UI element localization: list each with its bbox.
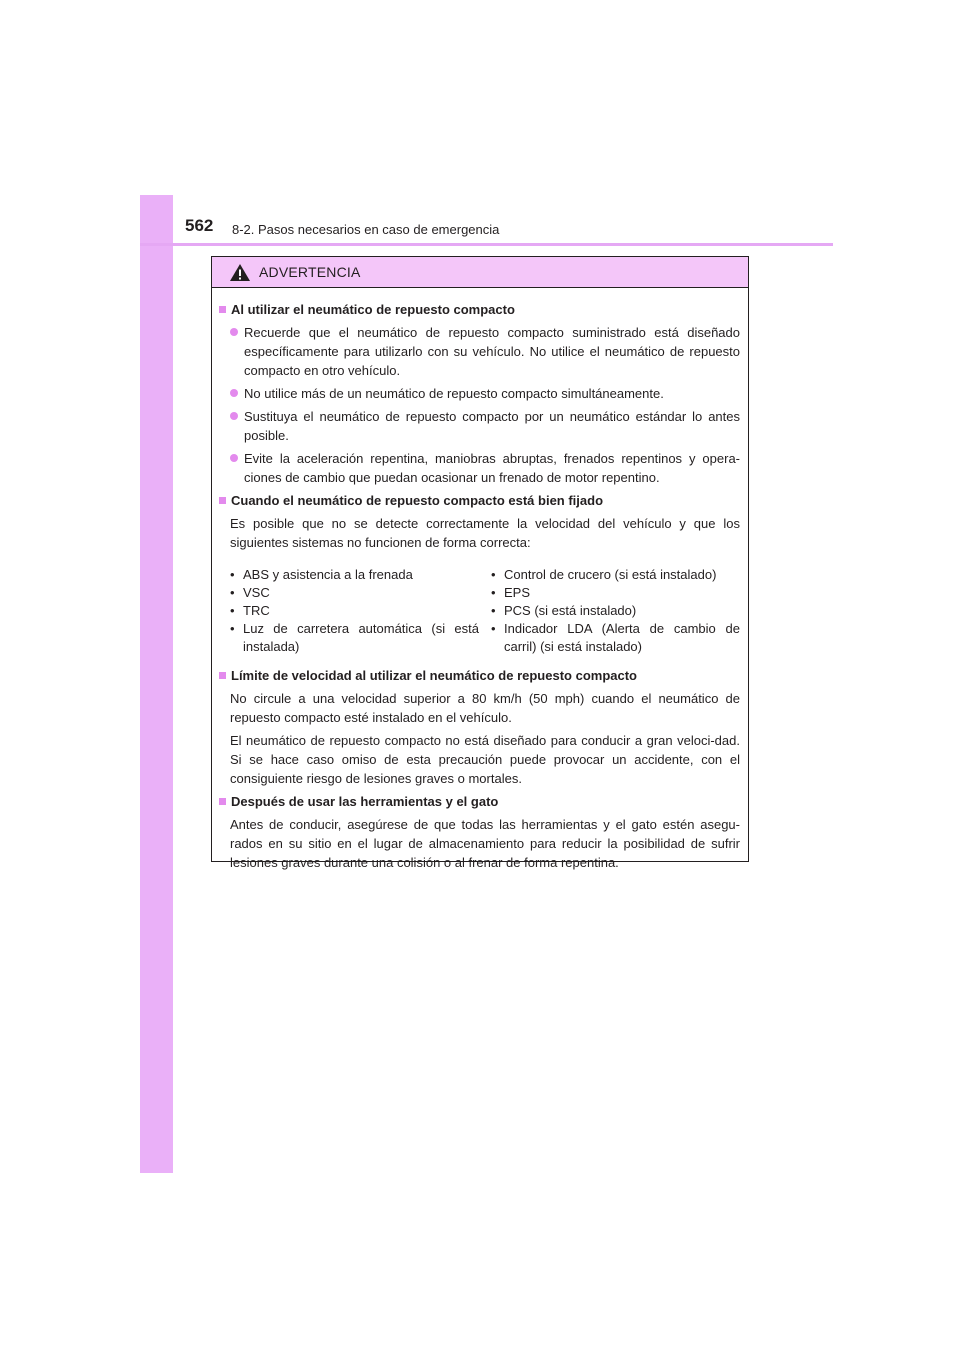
- section-title: 8-2. Pasos necesarios en caso de emergencia: [232, 222, 500, 237]
- system-name: Control de crucero (si está instalado): [504, 567, 717, 582]
- list-item: [218, 407, 740, 445]
- warning-body: [212, 288, 748, 872]
- list-item: [218, 384, 740, 403]
- paragraph: Es posible que no se detecte correctamente la velocidad del vehículo y que los siguientes sistemas no funcionen de forma correcta:: [230, 516, 740, 550]
- circle-bullet-icon: [230, 454, 238, 462]
- page-number: 562: [185, 216, 214, 235]
- heading-text: Cuando el neumático de repuesto compacto está bien fijado: [231, 493, 604, 508]
- header-rule: [140, 243, 833, 246]
- system-name: TRC: [243, 603, 270, 618]
- list-item: • Control de crucero (si está instalado): [491, 566, 740, 584]
- warning-box: [211, 256, 749, 870]
- side-color-band: [140, 195, 173, 1173]
- section-heading: [218, 792, 740, 811]
- system-name: PCS (si está instalado): [504, 603, 637, 618]
- list-item: [218, 323, 740, 380]
- list-item: • VSC: [230, 584, 479, 602]
- list-item: • TRC: [230, 602, 479, 620]
- list-item: [218, 449, 740, 487]
- square-bullet-icon: [219, 672, 226, 679]
- warning-triangle-icon: [229, 263, 251, 282]
- system-name: ABS y asistencia a la frenada: [243, 567, 413, 582]
- circle-bullet-icon: [230, 328, 238, 336]
- paragraph: El neumático de repuesto compacto no está diseñado para conducir a gran veloci-dad. Si se hace caso omiso de esta precaución puede provocar un accidente, con el consiguiente riesgo de lesiones graves o mortales.: [230, 733, 740, 786]
- system-name: Indicador LDA (Alerta de cambio de carril) (si está instalado): [504, 621, 740, 654]
- list-item: • EPS: [491, 584, 740, 602]
- system-name: VSC: [243, 585, 270, 600]
- bullet-text: Sustituya el neumático de repuesto compacto por un neumático estándar lo antes posible.: [244, 409, 740, 443]
- circle-bullet-icon: [230, 412, 238, 420]
- list-item: • Indicador LDA (Alerta de cambio de carril) (si está instalado): [491, 621, 740, 654]
- list-item: • ABS y asistencia a la frenada: [230, 566, 479, 584]
- section-heading: [218, 300, 740, 319]
- section-heading: [218, 666, 740, 685]
- square-bullet-icon: [219, 497, 226, 504]
- square-bullet-icon: [219, 798, 226, 805]
- list-item: • PCS (si está instalado): [491, 602, 740, 620]
- warning-title: ADVERTENCIA: [259, 264, 361, 280]
- heading-text: Al utilizar el neumático de repuesto compacto: [231, 302, 515, 317]
- list-item: • Luz de carretera automática (si está instalada): [230, 621, 479, 654]
- paragraph: Antes de conducir, asegúrese de que todas las herramientas y el gato estén asegu-rados en su sitio en el lugar de almacenamiento para reducir la posibilidad de sufrir lesiones graves durante una colisión o al frenar de forma repentina.: [230, 817, 740, 870]
- paragraph: No circule a una velocidad superior a 80 km/h (50 mph) cuando el neumático de repuesto compacto esté instalado en el vehículo.: [230, 691, 740, 725]
- section-heading: [218, 491, 740, 510]
- system-name: Luz de carretera automática (si está instalada): [243, 621, 479, 654]
- warning-header: [212, 257, 748, 288]
- heading-text: Después de usar las herramientas y el gato: [231, 794, 499, 809]
- systems-list: [218, 566, 740, 656]
- bullet-text: Evite la aceleración repentina, maniobras abruptas, frenados repentinos y opera-ciones de cambio que puedan ocasionar un frenado de motor repentino.: [244, 451, 740, 485]
- bullet-text: No utilice más de un neumático de repuesto compacto simultáneamente.: [244, 386, 664, 401]
- bullet-text: Recuerde que el neumático de repuesto compacto suministrado está diseñado específicamente para utilizarlo con su vehículo. No utilice el neumático de repuesto compacto en otro vehículo.: [244, 325, 740, 378]
- circle-bullet-icon: [230, 389, 238, 397]
- systems-column-right: [491, 566, 740, 656]
- square-bullet-icon: [219, 306, 226, 313]
- systems-column-left: [230, 566, 491, 656]
- system-name: EPS: [504, 585, 531, 600]
- heading-text: Límite de velocidad al utilizar el neumático de repuesto compacto: [231, 668, 637, 683]
